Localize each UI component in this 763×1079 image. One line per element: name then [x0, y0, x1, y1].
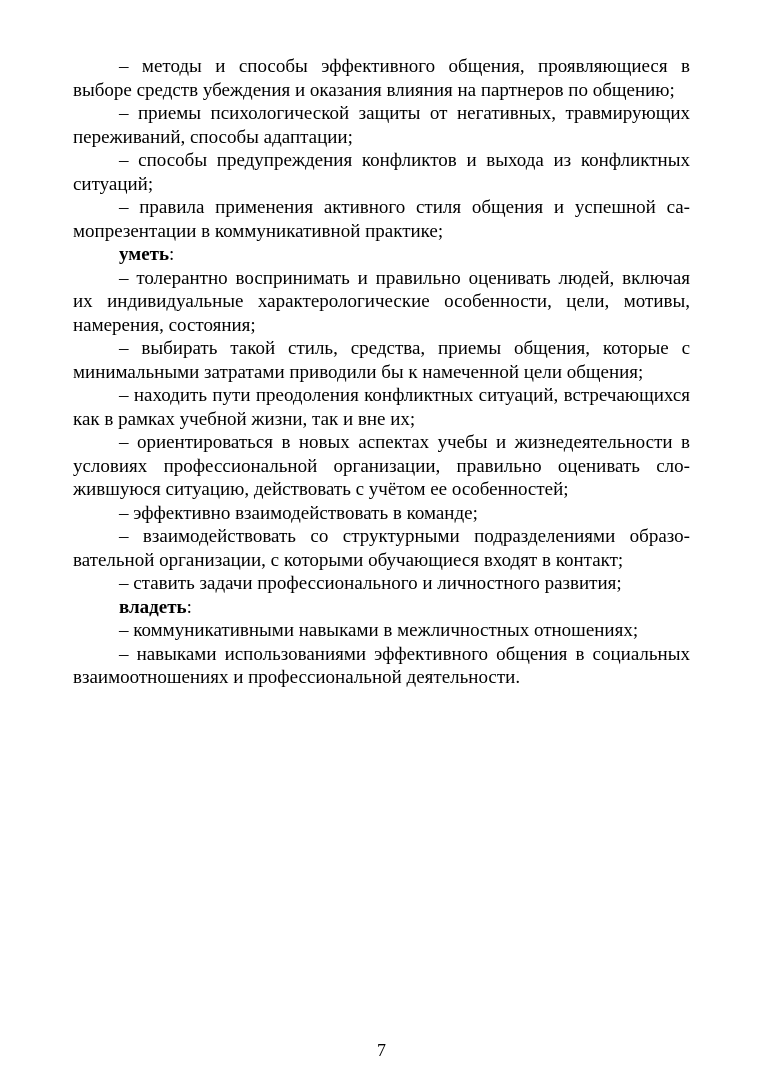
list-item-communication-skills: – коммуникативными навыками в межличностных отношениях; [119, 620, 639, 641]
list-item-effective-communication: – навыками использованиями эффективного общения в социальных взаимоотношениях и профессиональной деятельности. [73, 643, 690, 688]
list-item-active-style: – правила применения активного стиля общения и успешной самопрезентации в коммуникативной практике; [73, 197, 690, 242]
section-heading-umet-word: уметь [119, 244, 170, 265]
page-body [73, 55, 690, 690]
list-item-tolerance: – толерантно воспринимать и правильно оценивать людей, включая их индивидуальные характерологические особенности, цели, мотивы, намерения, состояния; [73, 267, 690, 336]
list-item-teamwork: – эффективно взаимодействовать в команде; [119, 502, 478, 524]
list-item-choose-style: – выбирать такой стиль, средства, приемы общения, которые с минимальными затратами приводили бы к намеченной цели общения; [73, 338, 690, 383]
list-item-goals: – ставить задачи профессионального и личностного развития; [119, 573, 622, 594]
list-item-methods: – методы и способы эффективного общения, проявляющиеся в выборе средств убеждения и оказания влияния на партнеров по общению; [73, 56, 690, 101]
list-item-departments: – взаимодействовать со структурными подразделениями образовательной организации, с которыми обучающиеся входят в контакт; [73, 526, 690, 571]
section-heading-vladet-word: владеть [119, 596, 187, 618]
list-item-conflict-resolution: – находить пути преодоления конфликтных ситуаций, встречающихся как в рамках учебной жизни, так и вне их; [73, 385, 690, 430]
section-heading-vladet-colon: : [186, 596, 192, 618]
section-heading-umet-colon: : [169, 244, 175, 265]
list-item-protection: – приемы психологической защиты от негативных, травмирующих переживаний, способы адаптации; [73, 103, 690, 148]
page-number: 7 [377, 1040, 386, 1060]
list-item-orientation: – ориентироваться в новых аспектах учебы и жизнедеятельности в условиях профессиональной организации, правильно оценивать сложившуюся ситуацию, действовать с учётом ее особенностей; [73, 432, 690, 500]
section-heading-umet [73, 243, 690, 267]
list-item-conflict-prevention: – способы предупреждения конфликтов и выхода из конфликтных ситуаций; [73, 150, 690, 195]
section-heading-vladet [73, 596, 690, 620]
